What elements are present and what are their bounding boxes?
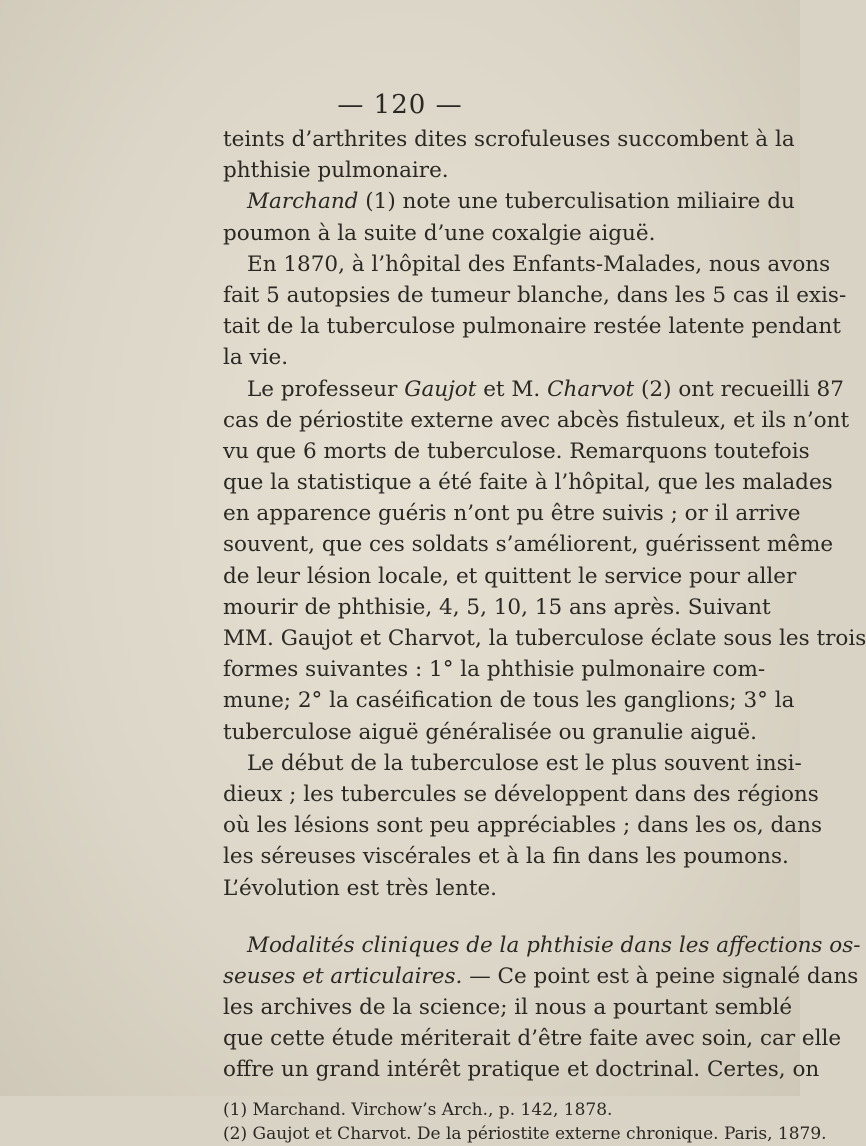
text-span: fait 5 autopsies de tumeur blanche, dans les 5 cas il exis-	[223, 282, 847, 308]
text-span: les séreuses viscérales et à la fin dans les poumons.	[223, 844, 789, 870]
text-span: tait de la tuberculose pulmonaire restée latente pendant	[223, 314, 841, 340]
footnote: (1) Marchand. Virchow’s Arch., p. 142, 1878.	[223, 1099, 613, 1120]
paragraph	[223, 186, 795, 248]
text-line	[223, 779, 819, 810]
text-span: (1) note une tuberculisation miliaire du	[358, 189, 795, 215]
text-line	[223, 810, 822, 841]
text-span: cas de périostite externe avec abcès fistuleux, et ils n’ont	[223, 407, 850, 433]
paragraph	[223, 930, 861, 1086]
text-line	[223, 961, 859, 992]
text-line	[223, 685, 795, 716]
paragraph	[223, 249, 847, 374]
text-span: formes suivantes : 1° la phthisie pulmonaire com-	[223, 657, 766, 683]
text-line	[223, 249, 831, 280]
text-line	[223, 930, 861, 961]
text-span: de leur lésion locale, et quittent le service pour aller	[223, 563, 797, 589]
text-span: En 1870, à l’hôpital des Enfants-Malades, nous avons	[247, 251, 831, 277]
text-span: où les lésions sont peu appréciables ; dans les os, dans	[223, 813, 822, 839]
italic-text: Gaujot	[404, 376, 477, 402]
text-line	[223, 436, 810, 467]
text-span: les archives de la science; il nous a pourtant semblé	[223, 995, 793, 1021]
text-line	[223, 748, 802, 779]
text-line	[223, 124, 795, 155]
text-span: mune; 2° la caséification de tous les ganglions; 3° la	[223, 688, 795, 714]
text-line	[223, 561, 797, 592]
text-line	[223, 1023, 842, 1054]
text-span: que cette étude mériterait d’être faite avec soin, car elle	[223, 1026, 842, 1052]
text-line	[223, 405, 850, 436]
text-line	[223, 311, 841, 342]
italic-text: Marchand	[247, 189, 359, 215]
text-line	[223, 654, 766, 685]
italic-text: Charvot	[547, 376, 635, 402]
footnote: (2) Gaujot et Charvot. De la périostite externe chronique. Paris, 1879.	[223, 1123, 827, 1144]
italic-text: Modalités cliniques de la phthisie dans les affections os-	[247, 932, 861, 958]
text-span: MM. Gaujot et Charvot, la tuberculose éclate sous les trois	[223, 626, 866, 651]
text-span: phthisie pulmonaire.	[223, 158, 449, 184]
page-number: — 120 —	[337, 90, 463, 120]
text-span: Le professeur	[247, 376, 405, 402]
paragraph	[223, 748, 822, 904]
body-text	[223, 124, 866, 1146]
text-line	[223, 155, 703, 186]
text-line	[223, 280, 847, 311]
paragraph	[223, 124, 795, 186]
text-line	[223, 529, 834, 560]
paragraph	[223, 374, 866, 748]
text-line	[223, 498, 801, 529]
text-line	[223, 873, 703, 904]
text-span: Le début de la tuberculose est le plus souvent insi-	[247, 750, 802, 776]
text-line	[223, 1054, 820, 1085]
text-span: teints d’arthrites dites scrofuleuses succombent à la	[223, 127, 795, 152]
text-span: la vie.	[223, 345, 289, 371]
text-span: tuberculose aiguë généralisée ou granulie aiguë.	[223, 719, 757, 745]
section-gap	[223, 904, 703, 930]
text-line	[223, 374, 844, 405]
text-span: vu que 6 morts de tuberculose. Remarquons toutefois	[223, 438, 810, 464]
text-span: souvent, que ces soldats s’améliorent, guérissent même	[223, 532, 834, 558]
text-line	[223, 218, 703, 249]
text-line	[223, 623, 866, 654]
footnote-gap	[223, 1086, 703, 1098]
text-line	[223, 992, 793, 1023]
text-line	[223, 342, 703, 373]
text-span: (2) ont recueilli 87	[634, 376, 844, 402]
text-line	[223, 186, 795, 217]
text-span: et M.	[476, 376, 548, 402]
text-line	[223, 717, 757, 748]
text-line	[223, 841, 789, 872]
text-span: — Ce point est à peine signalé dans	[462, 963, 859, 989]
italic-text: seuses et articulaires.	[223, 963, 463, 989]
text-span: offre un grand intérêt pratique et doctrinal. Certes, on	[223, 1057, 820, 1083]
text-line	[223, 467, 833, 498]
text-span: mourir de phthisie, 4, 5, 10, 15 ans après. Suivant	[223, 594, 771, 620]
text-span: que la statistique a été faite à l’hôpital, que les malades	[223, 470, 833, 496]
text-span: en apparence guéris n’ont pu être suivis ; or il arrive	[223, 501, 801, 527]
text-line	[223, 592, 771, 623]
text-span: L’évolution est très lente.	[223, 875, 498, 901]
text-span: dieux ; les tubercules se développent dans des régions	[223, 781, 819, 807]
text-span: poumon à la suite d’une coxalgie aiguë.	[223, 220, 656, 246]
